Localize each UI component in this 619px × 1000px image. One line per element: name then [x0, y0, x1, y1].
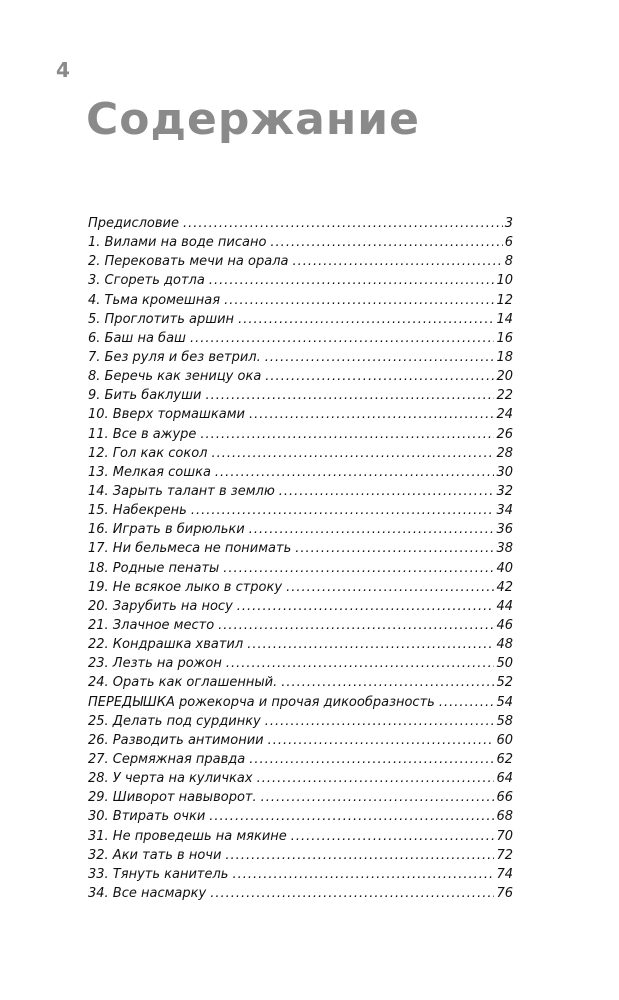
- toc-entry-page: 72: [496, 847, 513, 863]
- toc-entry-page: 44: [496, 598, 513, 614]
- toc-entry: [88, 714, 513, 733]
- toc-entry-label: 34. Все насмарку: [88, 885, 207, 901]
- toc-entry-page: 64: [496, 771, 513, 787]
- toc-entry: [88, 675, 513, 694]
- toc-dot-leader: [209, 273, 495, 288]
- toc-entry: [88, 541, 513, 560]
- toc-dot-leader: [257, 771, 495, 786]
- toc-dot-leader: [226, 656, 495, 671]
- page-number: 4: [56, 58, 70, 82]
- toc-entry: [88, 388, 513, 407]
- toc-entry: [88, 407, 513, 426]
- toc-dot-leader: [218, 618, 494, 633]
- toc-entry: [88, 637, 513, 656]
- toc-entry-label: 6. Баш на баш: [88, 330, 186, 346]
- toc-entry-label: 28. У черта на куличках: [88, 771, 253, 787]
- toc-dot-leader: [270, 235, 502, 250]
- toc-entry-label: 24. Орать как оглашенный.: [88, 675, 278, 691]
- toc-dot-leader: [224, 293, 494, 308]
- toc-dot-leader: [291, 829, 495, 844]
- toc-entry-label: 21. Злачное место: [88, 617, 215, 633]
- toc-entry-page: 62: [496, 751, 513, 767]
- toc-entry-page: 54: [496, 694, 513, 710]
- toc-entry: [88, 733, 513, 752]
- page-title: Содержание: [86, 94, 420, 145]
- toc-dot-leader: [249, 407, 494, 422]
- toc-entry-page: 6: [504, 235, 513, 251]
- toc-entry: [88, 273, 513, 292]
- toc-entry-label: 19. Не всякое лыко в строку: [88, 579, 283, 595]
- toc-entry-label: 12. Гол как сокол: [88, 445, 208, 461]
- toc-dot-leader: [210, 886, 494, 901]
- toc-entry-label: 27. Сермяжная правда: [88, 751, 246, 767]
- toc-dot-leader: [265, 350, 495, 365]
- toc-entry-page: 74: [496, 866, 513, 882]
- toc-entry: [88, 427, 513, 446]
- toc-dot-leader: [295, 541, 494, 556]
- toc-dot-leader: [238, 312, 494, 327]
- toc-entry-label: 5. Проглотить аршин: [88, 311, 235, 327]
- toc-dot-leader: [225, 848, 494, 863]
- toc-entry-label: 25. Делать под сурдинку: [88, 713, 261, 729]
- toc-entry-page: 36: [496, 522, 513, 538]
- toc-entry-label: 33. Тянуть канитель: [88, 866, 229, 882]
- toc-entry-label: 3. Сгореть дотла: [88, 273, 205, 289]
- toc-entry-label: 22. Кондрашка хватил: [88, 637, 244, 653]
- toc-dot-leader: [279, 484, 495, 499]
- toc-entry-page: 10: [496, 273, 513, 289]
- toc-dot-leader: [232, 867, 494, 882]
- toc-entry-page: 60: [496, 732, 513, 748]
- toc-entry-label: 9. Бить баклуши: [88, 388, 202, 404]
- toc-dot-leader: [209, 809, 494, 824]
- toc-entry-page: 40: [496, 560, 513, 576]
- toc-entry-label: 10. Вверх тормашками: [88, 407, 245, 423]
- toc-entry-page: 22: [496, 388, 513, 404]
- toc-entry: [88, 809, 513, 828]
- toc-dot-leader: [191, 503, 495, 518]
- toc-dot-leader: [292, 254, 502, 269]
- toc-entry: [88, 867, 513, 886]
- toc-dot-leader: [183, 216, 503, 231]
- toc-entry: [88, 695, 513, 714]
- toc-entry-label: 31. Не проведешь на мякине: [88, 828, 287, 844]
- toc-dot-leader: [223, 561, 494, 576]
- toc-entry: [88, 465, 513, 484]
- toc-entry-page: 46: [496, 617, 513, 633]
- toc-dot-leader: [281, 675, 494, 690]
- toc-entry: [88, 293, 513, 312]
- toc-entry-page: 42: [496, 579, 513, 595]
- toc-entry-label: 7. Без руля и без ветрил.: [88, 349, 261, 365]
- toc-entry: [88, 886, 513, 905]
- toc-entry: [88, 656, 513, 675]
- toc-entry-page: 12: [496, 292, 513, 308]
- toc-dot-leader: [205, 388, 494, 403]
- toc-entry: [88, 235, 513, 254]
- toc-entry-label: 20. Зарубить на носу: [88, 598, 233, 614]
- toc-entry-page: 76: [496, 885, 513, 901]
- toc-entry-label: 13. Мелкая сошка: [88, 464, 211, 480]
- toc-entry: [88, 503, 513, 522]
- toc-entry-page: 16: [496, 330, 513, 346]
- toc-entry-page: 8: [504, 254, 513, 270]
- table-of-contents: [88, 216, 513, 905]
- toc-entry-label: 15. Набекрень: [88, 503, 187, 519]
- toc-dot-leader: [261, 790, 495, 805]
- toc-entry-label: 16. Играть в бирюльки: [88, 522, 245, 538]
- toc-entry: [88, 790, 513, 809]
- toc-dot-leader: [247, 637, 494, 652]
- toc-entry: [88, 561, 513, 580]
- toc-entry-label: 8. Беречь как зеницу ока: [88, 369, 262, 385]
- toc-entry-label: 30. Втирать очки: [88, 809, 206, 825]
- toc-entry: [88, 522, 513, 541]
- toc-entry-page: 26: [496, 426, 513, 442]
- toc-dot-leader: [249, 522, 495, 537]
- toc-entry-label: Предисловие: [88, 216, 179, 231]
- toc-entry-page: 18: [496, 349, 513, 365]
- toc-entry: [88, 484, 513, 503]
- toc-entry-page: 70: [496, 828, 513, 844]
- toc-entry-page: 32: [496, 483, 513, 499]
- toc-entry: [88, 580, 513, 599]
- toc-entry-page: 30: [496, 464, 513, 480]
- toc-entry: [88, 369, 513, 388]
- toc-entry: [88, 771, 513, 790]
- toc-entry-page: 66: [496, 790, 513, 806]
- toc-dot-leader: [268, 733, 495, 748]
- toc-entry-page: 14: [496, 311, 513, 327]
- toc-entry-label: 32. Аки тать в ночи: [88, 847, 222, 863]
- toc-dot-leader: [200, 427, 494, 442]
- toc-dot-leader: [211, 446, 494, 461]
- toc-entry-page: 68: [496, 809, 513, 825]
- toc-entry-page: 38: [496, 541, 513, 557]
- toc-entry: [88, 350, 513, 369]
- toc-entry: [88, 848, 513, 867]
- toc-dot-leader: [265, 714, 495, 729]
- toc-entry-label: 14. Зарыть талант в землю: [88, 483, 275, 499]
- toc-entry-page: 3: [504, 216, 513, 231]
- toc-dot-leader: [237, 599, 495, 614]
- toc-dot-leader: [190, 331, 495, 346]
- toc-dot-leader: [215, 465, 495, 480]
- toc-entry: [88, 752, 513, 771]
- toc-entry-label: 17. Ни бельмеса не понимать: [88, 541, 292, 557]
- toc-entry-label: 29. Шиворот навыворот.: [88, 790, 257, 806]
- toc-dot-leader: [265, 369, 494, 384]
- toc-entry-label: ПЕРЕДЫШКА рожекорча и прочая дикообразность: [88, 694, 435, 710]
- toc-entry: [88, 331, 513, 350]
- toc-entry-page: 28: [496, 445, 513, 461]
- toc-dot-leader: [439, 695, 495, 710]
- toc-entry-label: 11. Все в ажуре: [88, 426, 197, 442]
- toc-entry: [88, 829, 513, 848]
- toc-entry-label: 26. Разводить антимонии: [88, 732, 264, 748]
- toc-entry: [88, 216, 513, 235]
- toc-entry-label: 18. Родные пенаты: [88, 560, 220, 576]
- toc-entry-page: 24: [496, 407, 513, 423]
- toc-entry-page: 52: [496, 675, 513, 691]
- toc-entry-page: 50: [496, 656, 513, 672]
- toc-dot-leader: [249, 752, 494, 767]
- toc-entry: [88, 599, 513, 618]
- toc-entry-page: 20: [496, 369, 513, 385]
- toc-entry-page: 48: [496, 637, 513, 653]
- toc-entry-page: 58: [496, 713, 513, 729]
- toc-entry-label: 2. Перековать мечи на орала: [88, 254, 289, 270]
- toc-entry: [88, 312, 513, 331]
- toc-dot-leader: [286, 580, 494, 595]
- toc-entry-label: 1. Вилами на воде писано: [88, 235, 267, 251]
- toc-entry-label: 23. Лезть на рожон: [88, 656, 222, 672]
- toc-entry: [88, 446, 513, 465]
- toc-entry-page: 34: [496, 503, 513, 519]
- toc-entry: [88, 618, 513, 637]
- toc-entry: [88, 254, 513, 273]
- toc-entry-label: 4. Тьма кромешная: [88, 292, 221, 308]
